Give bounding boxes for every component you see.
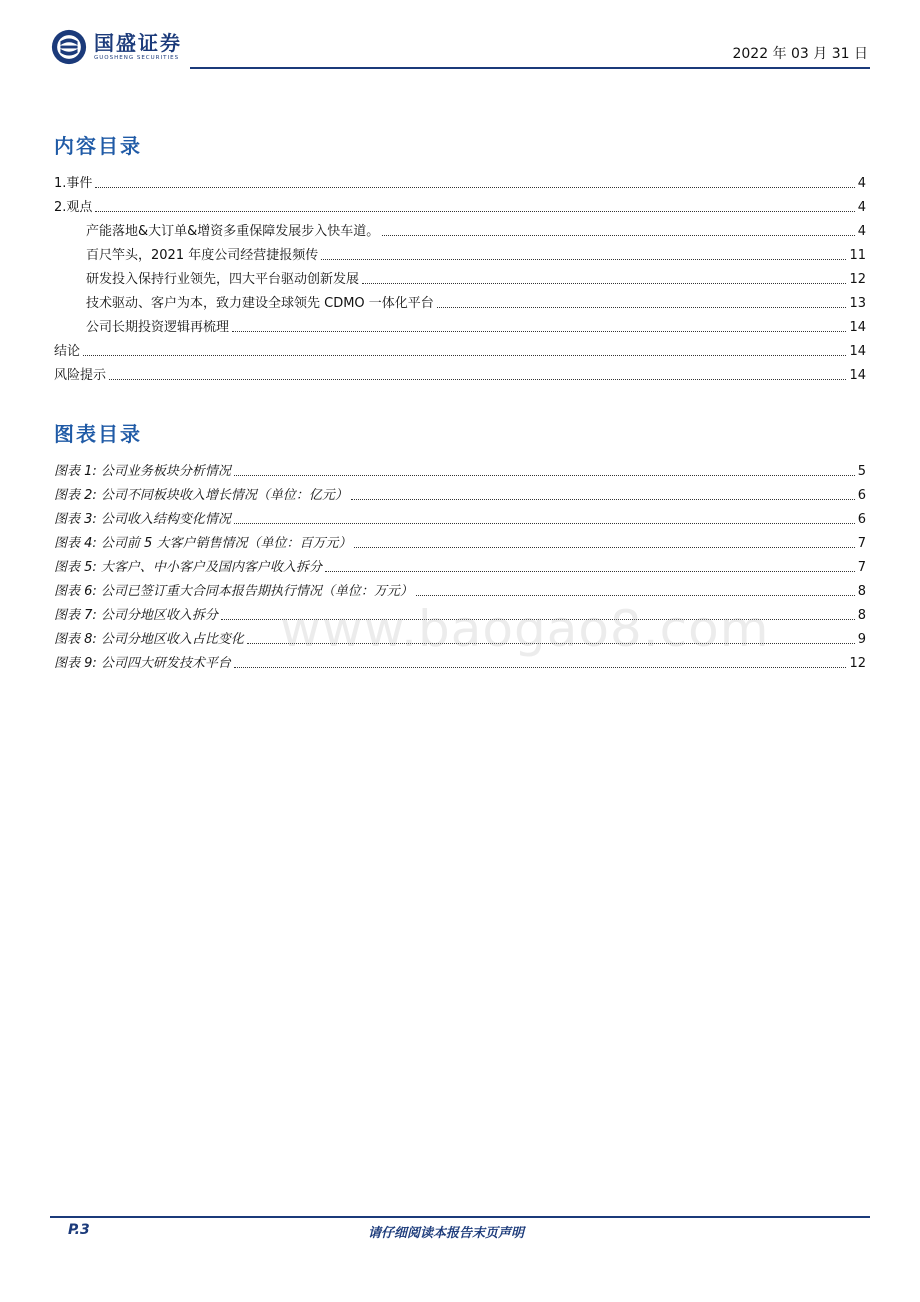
figure-entry[interactable] xyxy=(54,600,866,624)
toc-entry[interactable] xyxy=(54,360,866,384)
figure-entry[interactable] xyxy=(54,648,866,672)
dot-leader xyxy=(234,667,847,668)
entry-page-number: 14 xyxy=(849,344,866,359)
entry-page-number: 12 xyxy=(849,272,866,287)
watermark: www.baogao8.com xyxy=(280,600,770,658)
entry-label: 结论 xyxy=(54,344,81,359)
guosheng-logo xyxy=(50,28,182,66)
entry-label: 图表 8: 公司分地区收入占比变化 xyxy=(54,632,244,647)
entry-label: 百尺竿头，2021 年度公司经营捷报频传 xyxy=(86,248,319,263)
entry-page-number: 8 xyxy=(857,608,866,623)
entry-label: 公司长期投资逻辑再梳理 xyxy=(86,320,230,335)
page-header xyxy=(50,28,870,70)
toc-entry[interactable] xyxy=(54,312,866,336)
entry-page-number: 7 xyxy=(857,560,866,575)
entry-page-number: 11 xyxy=(849,248,866,263)
contents-list xyxy=(54,168,866,384)
dot-leader xyxy=(95,187,854,188)
entry-page-number: 6 xyxy=(857,488,866,503)
entry-label: 1.事件 xyxy=(54,176,93,191)
toc-entry[interactable] xyxy=(54,336,866,360)
dot-leader xyxy=(416,595,855,596)
dot-leader xyxy=(351,499,855,500)
figure-entry[interactable] xyxy=(54,456,866,480)
toc-entry[interactable] xyxy=(54,168,866,192)
entry-page-number: 7 xyxy=(857,536,866,551)
entry-page-number: 4 xyxy=(857,200,866,215)
entry-label: 图表 5: 大客户、中小客户及国内客户收入拆分 xyxy=(54,560,322,575)
entry-page-number: 14 xyxy=(849,368,866,383)
guosheng-logo-icon xyxy=(50,28,88,66)
entry-label: 图表 2: 公司不同板块收入增长情况（单位：亿元） xyxy=(54,488,348,503)
contents-title: 内容目录 xyxy=(54,134,142,158)
dot-leader xyxy=(109,379,846,380)
toc-entry[interactable] xyxy=(54,288,866,312)
figure-entry[interactable] xyxy=(54,552,866,576)
entry-label: 图表 3: 公司收入结构变化情况 xyxy=(54,512,231,527)
entry-label: 产能落地&大订单&增资多重保障发展步入快车道。 xyxy=(86,224,380,239)
entry-label: 图表 1: 公司业务板块分析情况 xyxy=(54,464,231,479)
figure-entry[interactable] xyxy=(54,504,866,528)
entry-label: 图表 4: 公司前 5 大客户销售情况（单位：百万元） xyxy=(54,536,352,551)
dot-leader xyxy=(325,571,855,572)
disclaimer-text: 请仔细阅读本报告末页声明 xyxy=(368,1226,525,1241)
dot-leader xyxy=(221,619,855,620)
dot-leader xyxy=(382,235,854,236)
entry-page-number: 12 xyxy=(849,656,866,671)
entry-label: 风险提示 xyxy=(54,368,107,383)
entry-page-number: 9 xyxy=(857,632,866,647)
figure-entry[interactable] xyxy=(54,576,866,600)
figures-list xyxy=(54,456,866,672)
page-number: P.3 xyxy=(68,1222,90,1238)
toc-entry[interactable] xyxy=(54,240,866,264)
dot-leader xyxy=(95,211,854,212)
dot-leader xyxy=(321,259,846,260)
entry-label: 图表 7: 公司分地区收入拆分 xyxy=(54,608,218,623)
figure-entry[interactable] xyxy=(54,624,866,648)
dot-leader xyxy=(437,307,847,308)
brand-name-en: GUOSHENG SECURITIES xyxy=(94,55,180,61)
entry-label: 研发投入保持行业领先，四大平台驱动创新发展 xyxy=(86,272,360,287)
dot-leader xyxy=(354,547,854,548)
entry-page-number: 4 xyxy=(857,176,866,191)
entry-page-number: 13 xyxy=(849,296,866,311)
brand-name-cn: 国盛证券 xyxy=(94,31,182,55)
toc-entry[interactable] xyxy=(54,264,866,288)
figures-title: 图表目录 xyxy=(54,422,142,446)
entry-label: 图表 9: 公司四大研发技术平台 xyxy=(54,656,231,671)
dot-leader xyxy=(362,283,846,284)
toc-entry[interactable] xyxy=(54,192,866,216)
dot-leader xyxy=(234,523,855,524)
header-divider xyxy=(190,67,870,69)
dot-leader xyxy=(234,475,855,476)
entry-label: 图表 6: 公司已签订重大合同本报告期执行情况（单位：万元） xyxy=(54,584,413,599)
figure-entry[interactable] xyxy=(54,480,866,504)
dot-leader xyxy=(232,331,846,332)
entry-page-number: 5 xyxy=(857,464,866,479)
entry-page-number: 6 xyxy=(857,512,866,527)
dot-leader xyxy=(83,355,846,356)
footer-divider xyxy=(50,1216,870,1218)
toc-entry[interactable] xyxy=(54,216,866,240)
entry-page-number: 4 xyxy=(857,224,866,239)
dot-leader xyxy=(247,643,855,644)
figure-entry[interactable] xyxy=(54,528,866,552)
entry-page-number: 8 xyxy=(857,584,866,599)
report-date: 2022 年 03 月 31 日 xyxy=(732,46,868,62)
entry-label: 技术驱动、客户为本，致力建设全球领先 CDMO 一体化平台 xyxy=(86,296,434,311)
entry-label: 2.观点 xyxy=(54,200,93,215)
entry-page-number: 14 xyxy=(849,320,866,335)
